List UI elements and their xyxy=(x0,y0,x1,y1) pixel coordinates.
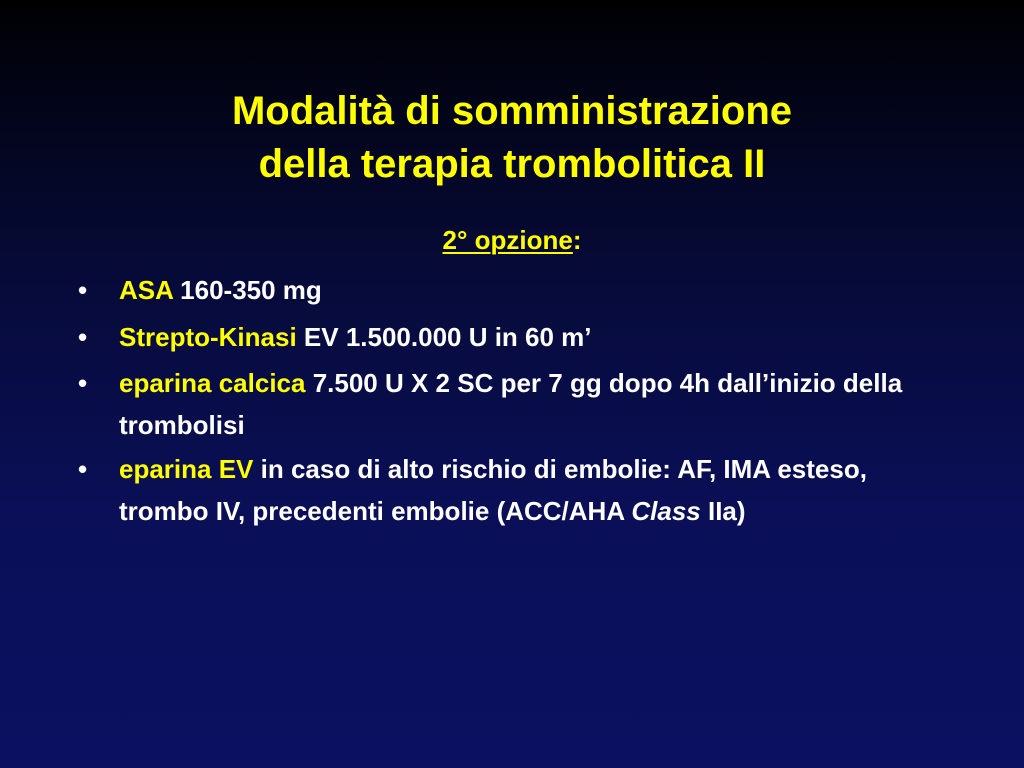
drug-name: eparina calcica xyxy=(119,368,306,398)
drug-name: eparina EV xyxy=(119,454,254,484)
drug-indication: in caso di alto rischio di embolie: AF, IMA esteso, trombo IV, precedenti embolie (ACC/AHA xyxy=(119,454,867,526)
bullet-item-streptokinase xyxy=(78,315,938,360)
bullet-icon: • xyxy=(78,322,88,352)
bullet-icon: • xyxy=(78,275,88,305)
bullet-list xyxy=(78,268,938,534)
title-line-2: della terapia trombolitica II xyxy=(258,142,766,186)
option-heading xyxy=(0,222,1024,258)
bullet-item-eparina-calcica xyxy=(78,362,938,446)
bullet-icon: • xyxy=(78,368,88,398)
drug-dosage: 160-350 mg xyxy=(172,275,322,305)
bullet-item-eparina-ev xyxy=(78,448,938,532)
option-label: 2° opzione xyxy=(442,225,573,255)
option-colon: : xyxy=(572,225,582,255)
title-line-1: Modalità di somministrazione xyxy=(231,89,793,133)
class-label: Class xyxy=(631,496,701,526)
drug-dosage: EV 1.500.000 U in 60 m’ xyxy=(296,322,592,352)
drug-dosage: 7.500 U X 2 SC per 7 gg dopo 4h dall’inizio della trombolisi xyxy=(119,368,903,440)
bullet-icon: • xyxy=(78,454,88,484)
slide-title xyxy=(0,85,1024,191)
class-value: IIa) xyxy=(700,496,746,526)
bullet-item-asa xyxy=(78,268,938,313)
drug-name: Strepto-Kinasi xyxy=(119,322,297,352)
drug-name: ASA xyxy=(119,275,173,305)
